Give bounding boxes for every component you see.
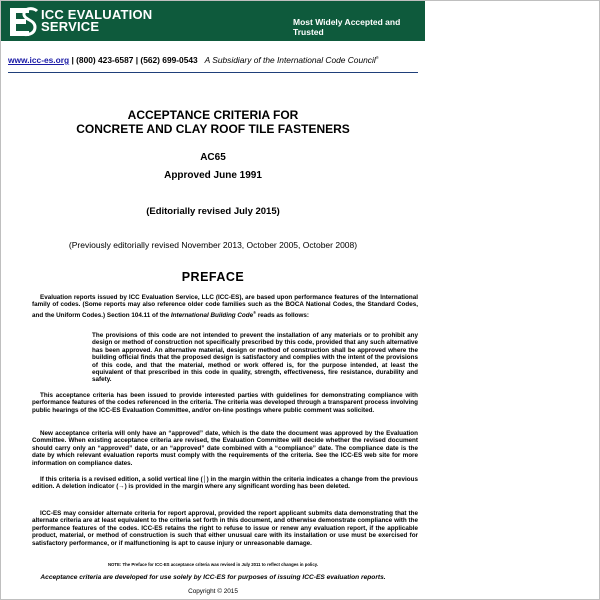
preface-heading: PREFACE [181,270,245,284]
title-line-2: CONCRETE AND CLAY ROOF TILE FASTENERS [76,122,350,136]
p1-code-name: International Building Code [170,311,254,319]
separator: | [71,55,74,65]
preface-paragraph-2: This acceptance criteria has been issued to provide interested parties with guidelines for demonstrating compliance with performance features of the codes referenced in the criteria. The criteria was developed through a transparent process involving public hearings of the ICC-ES Evaluation Committee, and/or on-line postings where public comment was solicited. [32,392,418,414]
contact-bar [8,55,379,65]
website-link[interactable]: www.icc-es.org [8,55,70,65]
p1-text-b: reads as follows: [256,311,309,319]
document-title [8,108,418,136]
tagline: Most Widely Accepted and Trusted [293,17,401,37]
preface-paragraph-3: New acceptance criteria will only have an “approved” date, which is the date the document was approved by the Evaluation Committee. When existing acceptance criteria are revised, the Evaluation Committee will decide whether the revised document should carry only an “approved” date, or an “approved” date combined with a “compliance” date. The compliance date is the date by which relevant evaluation reports must comply with the requirements of the criteria. See the ICC-ES web site for more information on compliance dates. [32,430,418,467]
phone-1: (800) 423-6587 [76,55,134,65]
preface-note: NOTE: The Preface for ICC-ES acceptance criteria was revised in July 2011 to reflect changes in policy. [107,562,319,567]
code-quotation: The provisions of this code are not intended to prevent the installation of any materials or to prohibit any design or method of construction not specifically prescribed by this code, provided that any such alternative has been approved. An alternative material, design or method of construction shall be approved where the building official finds that the proposed design is satisfactory and complies with the intent of the provisions of this code, and that the material, method or work offered is, for the purpose intended, at least the equivalent of that prescribed in this code in quality, strength, effectiveness, fire resistance, durability and safety. [92,332,418,384]
phone-2: (562) 699-0543 [140,55,198,65]
p1-text-a: Evaluation reports issued by ICC Evaluation Service, LLC (ICC-ES), are based upon performance features of the International family of codes. (Some reports may also reference older code families such as the BOCA National Codes, the Standard Codes, and the Uniform Codes.) Section 104.11 of the [32,294,418,319]
brand-line-2: SERVICE [41,19,100,34]
brand-line-1: ICC EVALUATION [41,7,153,22]
header-banner [1,1,425,41]
preface-paragraph-4: If this criteria is a revised edition, a solid vertical line (│) in the margin within the criteria indicates a change from the previous edition. A deletion indicator (→) is provided in the margin where any significant wording has been deleted. [32,476,418,491]
header-divider [8,72,418,73]
brand-name [41,9,152,33]
icc-es-logo-icon [7,5,39,39]
preface-paragraph-1 [32,294,418,319]
subsidiary-text [205,55,379,65]
usage-footer: Acceptance criteria are developed for use solely by ICC-ES for purposes of issuing ICC-ES evaluation reports. [40,574,386,581]
separator: | [135,55,139,65]
preface-paragraph-5: ICC-ES may consider alternate criteria for report approval, provided the report applicant submits data demonstrating that the alternate criteria are at least equivalent to the criteria set forth in this document, and otherwise demonstrate compliance with the performance features of the codes. ICC-ES retains the right to refuse to issue or renew any evaluation report, if the applicable product, material, or method of construction is such that either unusual care with its installation or use must be exercised for satisfactory performance, or if malfunctioning is apt to cause injury or unreasonable damage. [32,510,418,547]
p1-registered-mark: ® [253,309,257,315]
copyright: Copyright © 2015 [188,588,238,595]
subsidiary-label: A Subsidiary of the International Code Council [204,55,376,65]
title-line-1: ACCEPTANCE CRITERIA FOR [127,108,299,122]
revised-date: (Editorially revised July 2015) [146,206,280,217]
registered-mark: ® [375,55,379,61]
approved-date: Approved June 1991 [164,170,262,181]
document-code: AC65 [200,152,226,163]
previous-revisions: (Previously editorially revised November 2013, October 2005, October 2008) [68,240,358,250]
